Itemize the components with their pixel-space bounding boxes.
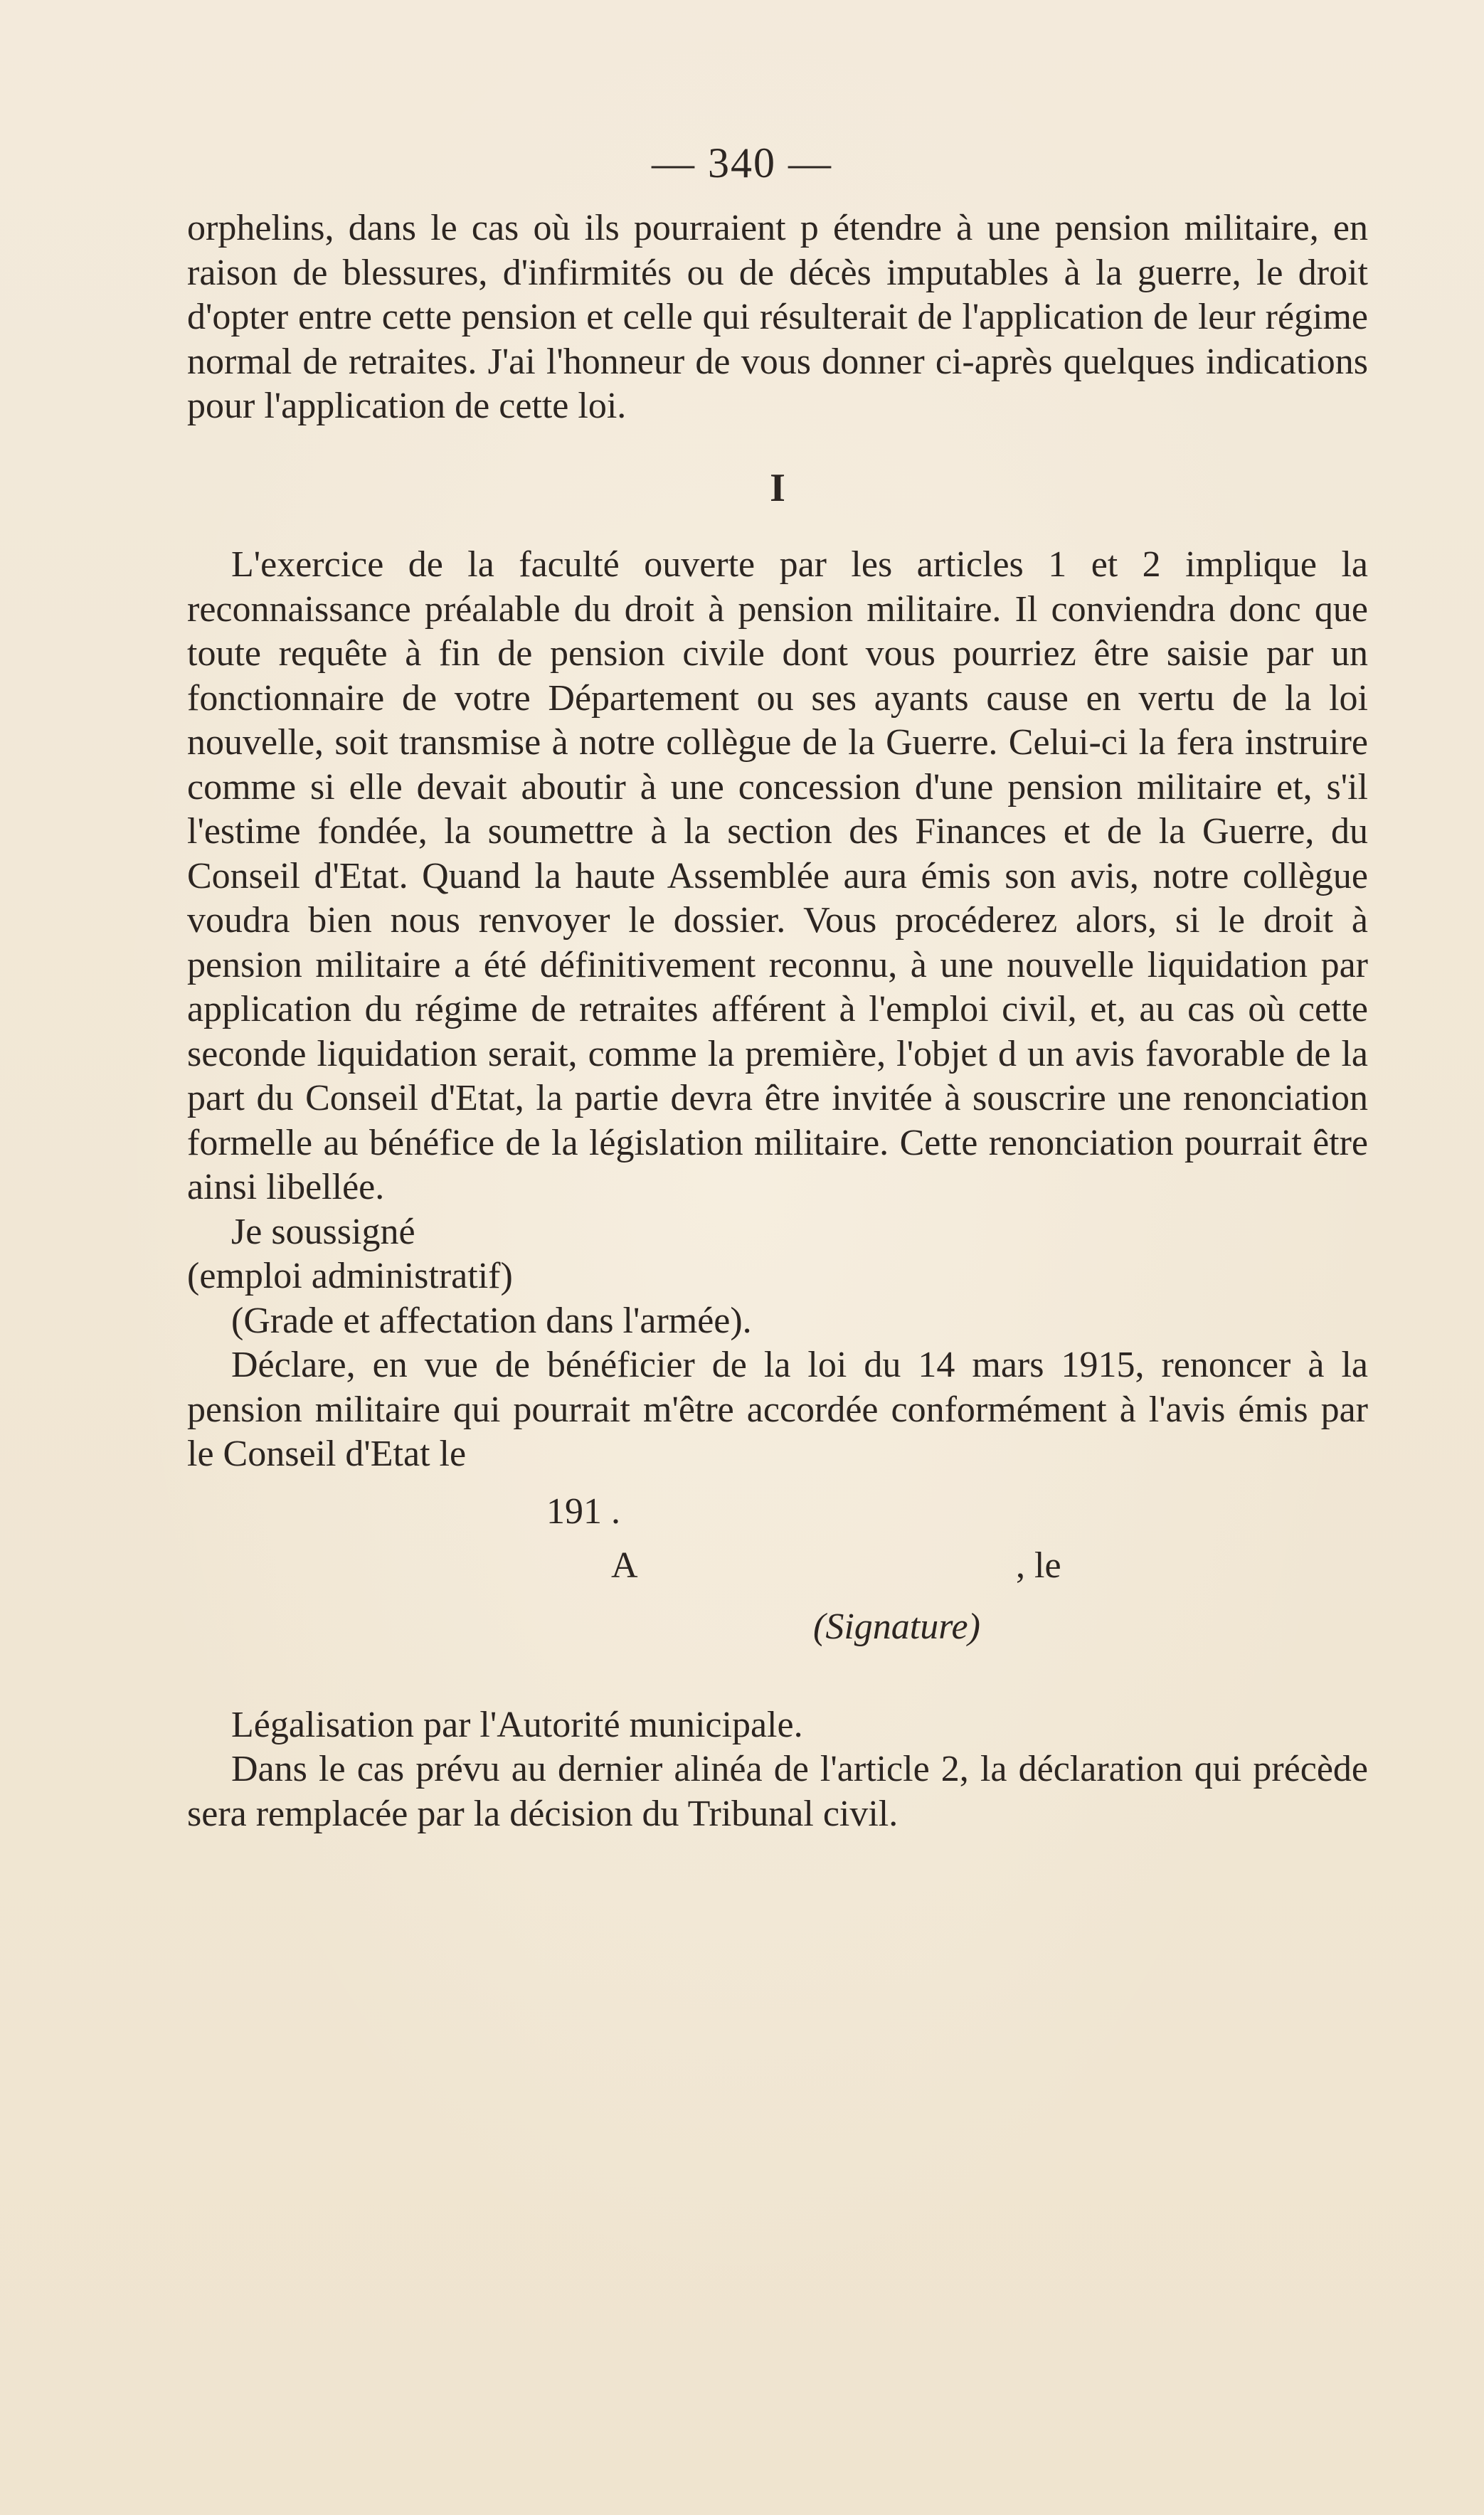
formula-place-a: A [611,1545,638,1586]
formula-signature-line [187,1598,1368,1669]
formula-year: 191 . [546,1491,620,1532]
formula-place-line [187,1541,1368,1598]
intro-paragraph: orphelins, dans le cas où ils pourraient p étendre à une pension militaire, en raison de blessures, d'infirmités ou de décès imputables à la guerre, le droit d'opter entre cette pension et celle qui résulterait de l'application de leur régime normal de retraites. J'ai l'honneur de vous donner ci-après quelques indications pour l'application de cette loi. [187,208,1368,426]
document-body [187,206,1368,1836]
legalisation-line: Légalisation par l'Autorité municipale. [231,1704,803,1745]
formula-place-le: , le [1016,1545,1061,1586]
main-paragraph: L'exercice de la faculté ouverte par les articles 1 et 2 implique la reconnaissance préalable du droit à pension militaire. Il conviendra donc que toute requête à fin de pension civile dont vous pourriez être saisie par un fonctionnaire de votre Département ou ses ayants cause en vertu de la loi nouvelle, soit transmise à notre collègue de la Guerre. Celui-ci la fera instruire comme si elle devait aboutir à une concession d'une pension militaire et, s'il l'estime fondée, la soumettre à la section des Finances et de la Guerre, du Conseil d'Etat. Quand la haute Assemblée aura émis son avis, notre collègue voudra bien nous renvoyer le dossier. Vous procéderez alors, si le droit à pension militaire a été définitivement reconnu, à une nouvelle liquidation par application du régime de retraites afférent à l'emploi civil, et, au cas où cette seconde liquidation serait, comme la première, l'objet d un avis favorable de la part du Conseil d'Etat, la partie devra être invitée à souscrire une renonciation formelle au bénéfice de la législation militaire. Cette renonciation pourrait être ainsi libellée. [187,544,1368,1207]
formula-line-emploi: (emploi administratif) [187,1256,513,1296]
formula-line-grade: (Grade et affectation dans l'armée). [231,1300,752,1341]
final-paragraph: Dans le cas prévu au dernier alinéa de l'article 2, la déclaration qui précède sera remplacée par la décision du Tribunal civil. [187,1749,1368,1834]
page-number: — 340 — [652,139,832,186]
formula-date-line [187,1484,1368,1541]
formula-line-soussigne: Je soussigné [231,1211,415,1252]
section-numeral: I [770,465,785,510]
spacer [187,1669,1368,1703]
formula-declaration: Déclare, en vue de bénéficier de la loi du 14 mars 1915, renoncer à la pension militaire qui pourrait m'être accordée conformément à l'avis émis par le Conseil d'Etat le [187,1345,1368,1474]
renunciation-formula [187,1210,1368,1669]
formula-signature: (Signature) [813,1606,980,1647]
